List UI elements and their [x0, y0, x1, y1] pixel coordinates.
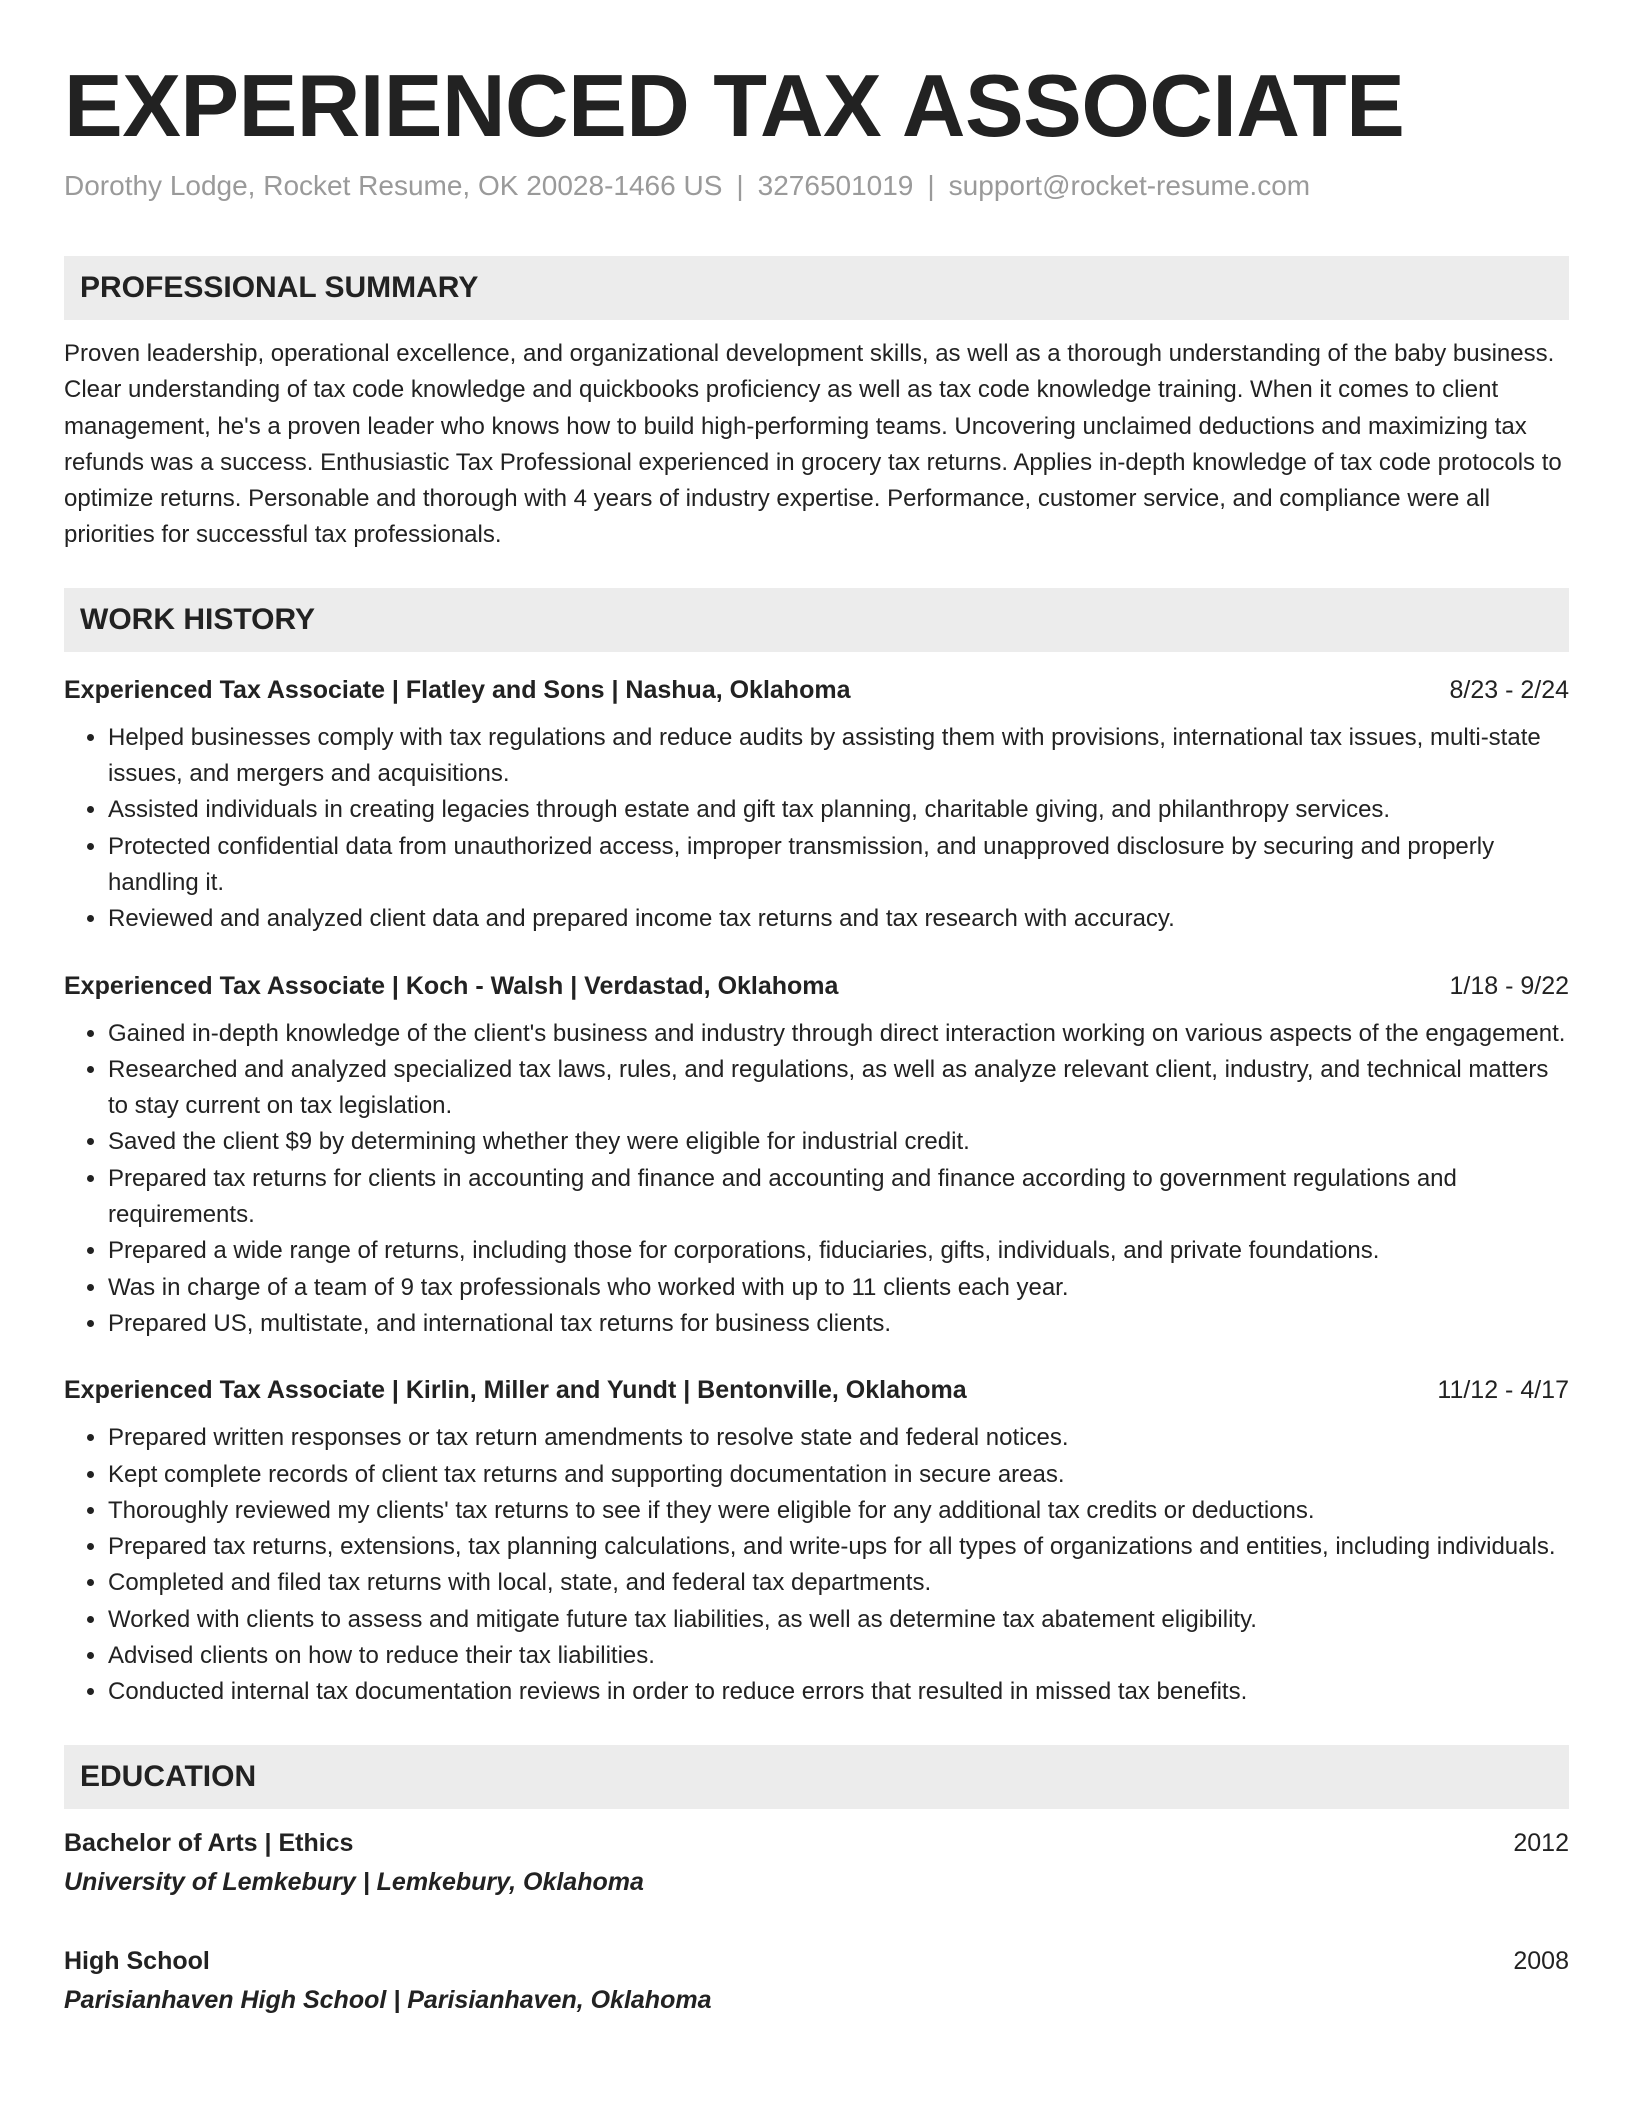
contact-phone: 3276501019 — [757, 170, 914, 201]
job-bullet: • Thoroughly reviewed my clients' tax returns to see if they were eligible for any additional tax credits or deductions. — [108, 1493, 1569, 1529]
job-bullet: • Saved the client $9 by determining whether they were eligible for industrial credit. — [108, 1124, 1569, 1160]
job-title: Experienced Tax Associate | Flatley and Sons | Nashua, Oklahoma — [64, 675, 851, 704]
summary-section-header: PROFESSIONAL SUMMARY — [64, 256, 1569, 320]
education-section-header: EDUCATION — [64, 1745, 1569, 1809]
job-title: Experienced Tax Associate | Kirlin, Miller and Yundt | Bentonville, Oklahoma — [64, 1376, 967, 1405]
contact-address: Dorothy Lodge, Rocket Resume, OK 20028-1466 US — [64, 170, 723, 201]
education-entry — [64, 1823, 1569, 1901]
job-bullet-list — [64, 1016, 1569, 1343]
education-school: University of Lemkebury | Lemkebury, Oklahoma — [64, 1867, 644, 1896]
job-dates: 8/23 - 2/24 — [1449, 675, 1569, 704]
summary-text: Proven leadership, operational excellence, and organizational development skills, as well as a thorough understanding of the baby business. Clear understanding of tax code knowledge and quickbooks proficiency as well as tax code knowledge training. When it comes to client management, he's a proven leader who knows how to build high-performing teams. Uncovering unclaimed deductions and maximizing tax refunds was a success. Enthusiastic Tax Professional experienced in grocery tax returns. Applies in-depth knowledge of tax code protocols to optimize returns. Personable and thorough with 4 years of industry expertise. Performance, customer service, and compliance were all priorities for successful tax professionals. — [64, 340, 1562, 549]
contact-separator: | — [927, 170, 935, 201]
job-bullet: • Prepared written responses or tax return amendments to resolve state and federal notices. — [108, 1420, 1569, 1456]
job-bullet: • Prepared US, multistate, and international tax returns for business clients. — [108, 1306, 1569, 1342]
education-entry — [64, 1941, 1569, 2019]
contact-line — [64, 166, 1569, 206]
work-history-section-header: WORK HISTORY — [64, 588, 1569, 652]
job-bullet-list — [64, 720, 1569, 938]
education-year: 2012 — [1513, 1828, 1569, 1857]
job-entry — [64, 966, 1569, 1343]
job-dates: 1/18 - 9/22 — [1449, 971, 1569, 1000]
job-bullet: • Advised clients on how to reduce their tax liabilities. — [108, 1638, 1569, 1674]
job-bullet: • Helped businesses comply with tax regulations and reduce audits by assisting them with provisions, international tax issues, multi-state issues, and mergers and acquisitions. — [108, 720, 1569, 793]
education-header — [64, 1941, 1569, 1981]
job-header — [64, 670, 1569, 710]
resume-title: EXPERIENCED TAX ASSOCIATE — [64, 56, 1405, 155]
job-bullet: • Gained in-depth knowledge of the client's business and industry through direct interaction working on various aspects of the engagement. — [108, 1016, 1569, 1052]
job-bullet: • Prepared a wide range of returns, including those for corporations, fiduciaries, gifts, individuals, and private foundations. — [108, 1233, 1569, 1269]
contact-email: support@rocket-resume.com — [948, 170, 1311, 201]
job-bullet: • Protected confidential data from unauthorized access, improper transmission, and unapproved disclosure by securing and properly handling it. — [108, 829, 1569, 902]
job-dates: 11/12 - 4/17 — [1437, 1376, 1569, 1405]
job-header — [64, 1370, 1569, 1410]
job-bullet: • Reviewed and analyzed client data and prepared income tax returns and tax research with accuracy. — [108, 901, 1569, 937]
job-entry — [64, 1370, 1569, 1710]
contact-separator: | — [736, 170, 744, 201]
job-bullet: • Prepared tax returns, extensions, tax planning calculations, and write-ups for all types of organizations and entities, including individuals. — [108, 1529, 1569, 1565]
job-bullet: • Conducted internal tax documentation reviews in order to reduce errors that resulted in missed tax benefits. — [108, 1674, 1569, 1710]
education-header — [64, 1823, 1569, 1863]
job-bullet: • Assisted individuals in creating legacies through estate and gift tax planning, charitable giving, and philanthropy services. — [108, 792, 1569, 828]
job-bullet: • Kept complete records of client tax returns and supporting documentation in secure areas. — [108, 1457, 1569, 1493]
education-year: 2008 — [1513, 1946, 1569, 1975]
education-degree: Bachelor of Arts | Ethics — [64, 1828, 354, 1857]
job-bullet-list — [64, 1420, 1569, 1710]
job-bullet: • Was in charge of a team of 9 tax professionals who worked with up to 11 clients each year. — [108, 1270, 1569, 1306]
education-degree: High School — [64, 1946, 210, 1975]
job-bullet: • Worked with clients to assess and mitigate future tax liabilities, as well as determine tax abatement eligibility. — [108, 1602, 1569, 1638]
job-title: Experienced Tax Associate | Koch - Walsh | Verdastad, Oklahoma — [64, 971, 839, 1000]
job-bullet: • Completed and filed tax returns with local, state, and federal tax departments. — [108, 1565, 1569, 1601]
job-bullet: • Prepared tax returns for clients in accounting and finance and accounting and finance according to government regulations and requirements. — [108, 1161, 1569, 1234]
job-header — [64, 966, 1569, 1006]
education-school: Parisianhaven High School | Parisianhaven, Oklahoma — [64, 1985, 712, 2014]
job-bullet: • Researched and analyzed specialized tax laws, rules, and regulations, as well as analyze relevant client, industry, and technical matters to stay current on tax legislation. — [108, 1052, 1569, 1125]
job-entry — [64, 670, 1569, 938]
